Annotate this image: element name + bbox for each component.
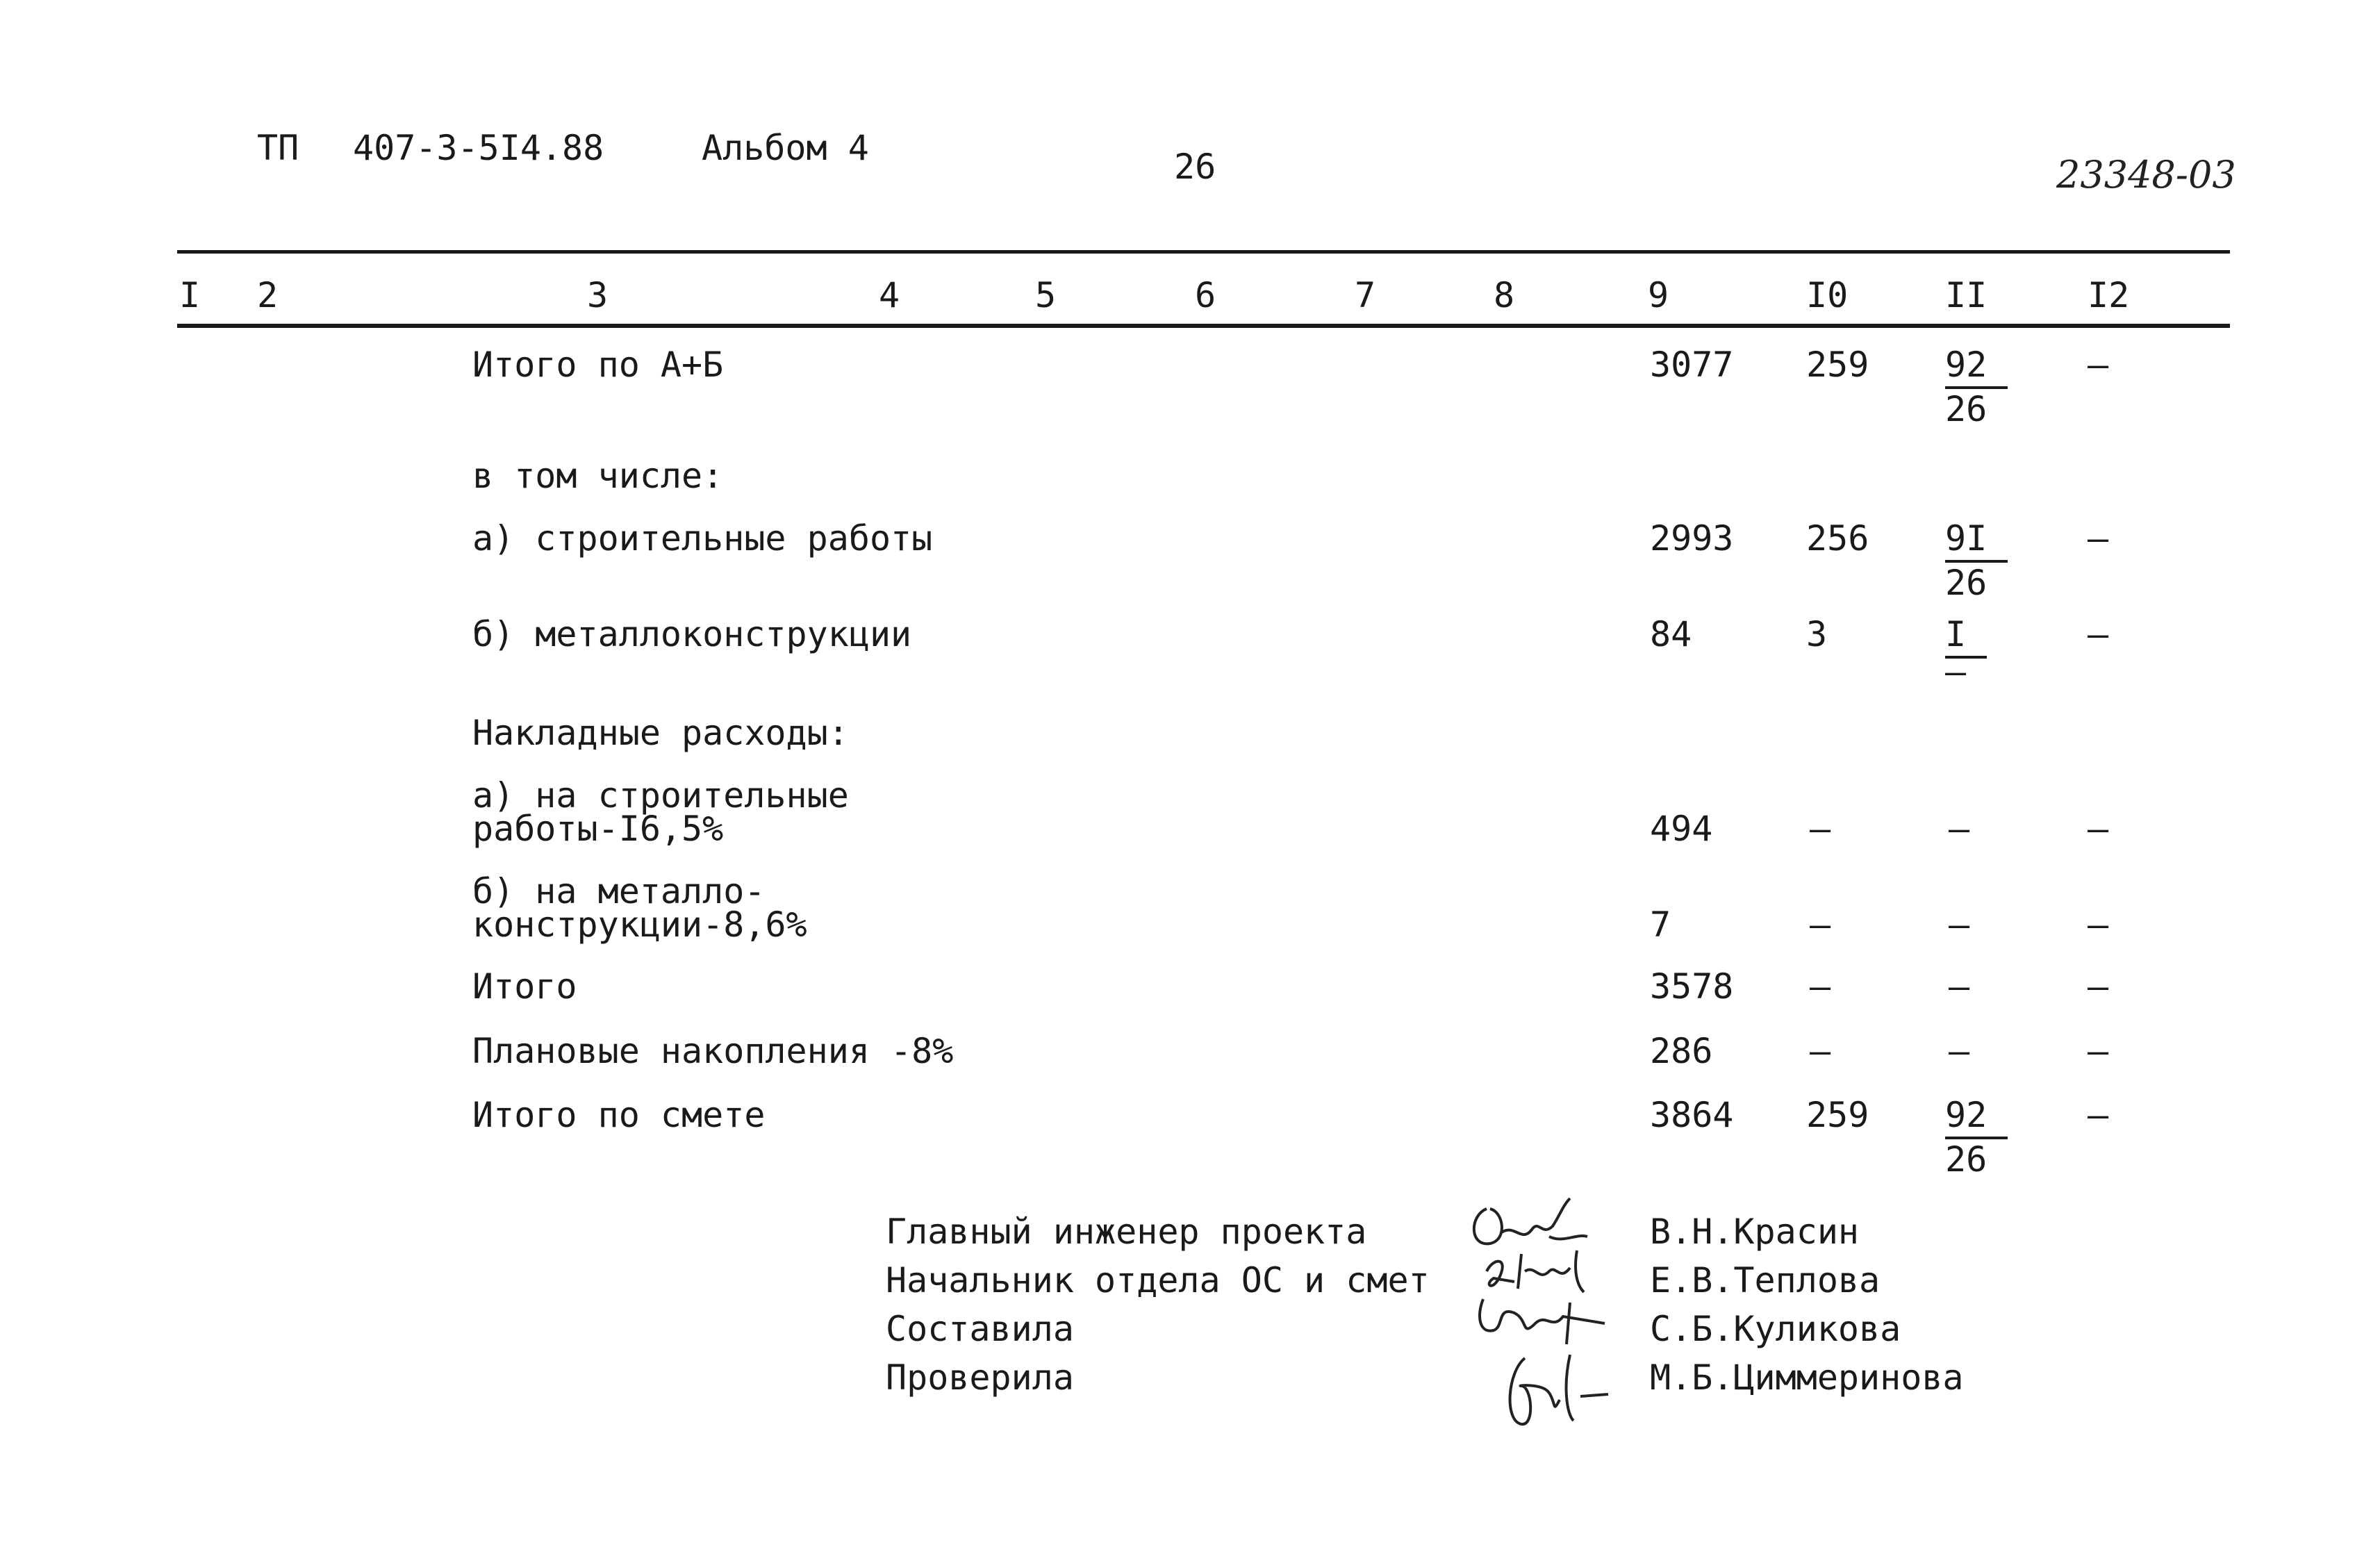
cell-col9: 3077 (1650, 345, 1734, 385)
column-header: 5 (1035, 275, 1057, 315)
row-label: а) строительные работы (472, 518, 933, 559)
cell-col12: – (2088, 345, 2109, 385)
fraction-denominator: 26 (1945, 563, 1988, 603)
cell-col9: 494 (1650, 809, 1713, 849)
signatory-role: Главный инженер проекта (886, 1212, 1367, 1252)
cell-col11: – (1949, 1031, 1970, 1071)
row-label: в том числе: (472, 456, 724, 496)
fraction-denominator: – (1945, 652, 1967, 692)
fraction-numerator: 9I (1945, 521, 2008, 563)
cell-col11-fraction (1945, 347, 2008, 427)
cell-col11: – (1949, 905, 1970, 945)
cell-col11: – (1949, 966, 1970, 1007)
cell-col12: – (2088, 1031, 2109, 1071)
signatory-name: В.Н.Красин (1650, 1212, 1860, 1252)
cell-col12: – (2088, 905, 2109, 945)
album-label: Альбом 4 (702, 128, 869, 168)
column-header: I (179, 275, 201, 315)
handwritten-signature (1494, 1344, 1633, 1440)
row-label: Итого по смете (472, 1095, 766, 1135)
signatory-role: Проверила (886, 1357, 1074, 1398)
column-header: 6 (1195, 275, 1216, 315)
row-label-line1: б) на металло- (472, 871, 766, 911)
cell-col11: – (1949, 809, 1970, 849)
row-label-line1: а) на строительные (472, 775, 849, 816)
cell-col11-fraction (1945, 614, 1987, 692)
cell-col9: 2993 (1650, 518, 1734, 559)
column-header: 3 (587, 275, 609, 315)
row-label: Итого по А+Б (472, 345, 724, 385)
signatory-name: Е.В.Теплова (1650, 1260, 1881, 1300)
cell-col11-fraction (1945, 518, 2008, 603)
cell-col12: – (2088, 809, 2109, 849)
series-label: ТП (257, 128, 299, 168)
cell-col9: 3578 (1650, 966, 1734, 1007)
cell-col10: 3 (1806, 614, 1828, 654)
row-label: б) металлоконструкции (472, 614, 912, 654)
table-top-rule (177, 250, 2230, 254)
fraction-denominator: 26 (1945, 1139, 1988, 1180)
signatory-role: Начальник отдела ОС и смет (886, 1260, 1430, 1300)
row-label: Итого (472, 966, 577, 1007)
row-label-line2: работы-I6,5% (472, 809, 724, 849)
row-label: Плановые накопления -8% (472, 1031, 954, 1071)
fraction-numerator: 92 (1945, 1098, 2008, 1139)
cell-col9: 3864 (1650, 1095, 1734, 1135)
column-header: II (1945, 275, 1988, 315)
cell-col10: 259 (1806, 1095, 1869, 1135)
cell-col10: – (1810, 809, 1831, 849)
column-header: 2 (257, 275, 279, 315)
signatory-role: Составила (886, 1309, 1074, 1349)
cell-col12: – (2088, 1095, 2109, 1135)
page-number: 26 (1174, 147, 1216, 187)
column-header: I2 (2088, 275, 2130, 315)
column-header: 8 (1494, 275, 1515, 315)
column-header: 9 (1648, 275, 1669, 315)
cell-col9: 286 (1650, 1031, 1713, 1071)
cell-col10: – (1810, 1031, 1831, 1071)
column-header: I0 (1806, 275, 1849, 315)
cell-col11-fraction (1945, 1095, 2008, 1180)
row-label-line2: конструкции-8,6% (472, 905, 807, 945)
signatory-name: С.Б.Куликова (1650, 1309, 1901, 1349)
cell-col12: – (2088, 966, 2109, 1007)
column-header: 4 (879, 275, 900, 315)
cell-col10: 256 (1806, 518, 1869, 559)
fraction-numerator: 92 (1945, 347, 2008, 389)
cell-col10: – (1810, 966, 1831, 1007)
table-header-rule (177, 324, 2230, 328)
fraction-numerator: I (1945, 617, 1987, 659)
row-label: Накладные расходы: (472, 713, 849, 753)
cell-col12: – (2088, 518, 2109, 559)
inventory-number: 23348-03 (2056, 153, 2236, 197)
cell-col10: – (1810, 905, 1831, 945)
signatory-name: М.Б.Циммеринова (1650, 1357, 1964, 1398)
cell-col10: 259 (1806, 345, 1869, 385)
cell-col12: – (2088, 614, 2109, 654)
column-header: 7 (1355, 275, 1376, 315)
project-code: 407-3-5I4.88 (353, 128, 604, 168)
cell-col9: 7 (1650, 905, 1671, 945)
cell-col9: 84 (1650, 614, 1692, 654)
fraction-denominator: 26 (1945, 389, 1988, 429)
